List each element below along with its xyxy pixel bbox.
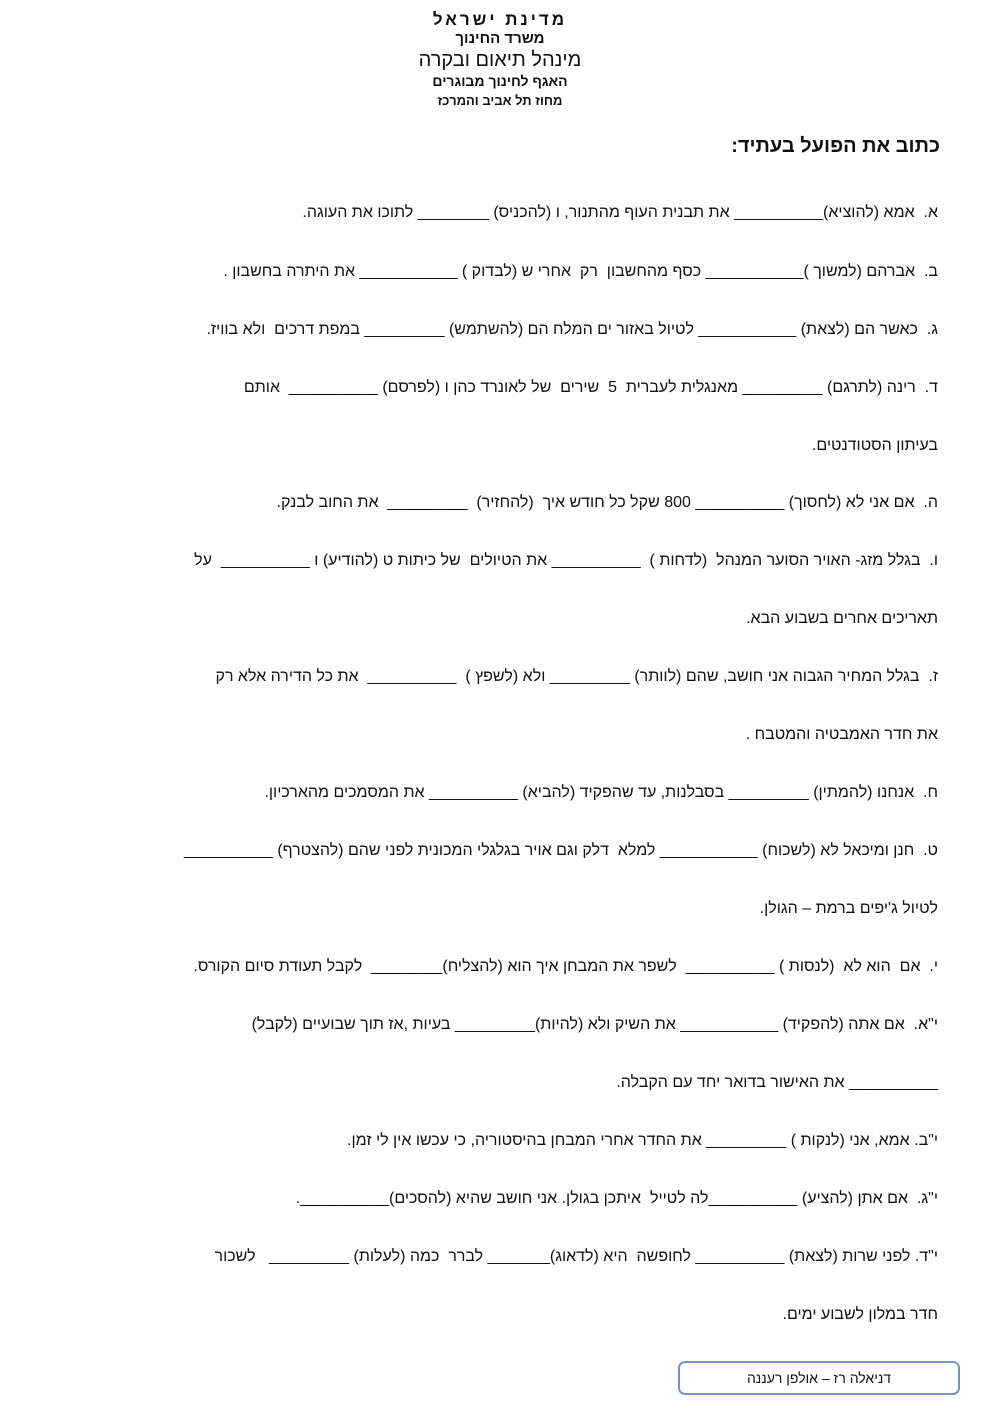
exercise-line: ז. בגלל המחיר הגבוה אני חושב, שהם (לוותר) _________ ולא (לשפץ ) __________ את כל הדירה אלא רק (215, 668, 938, 685)
exercise-line: ח. אנחנו (להמתין) _________ בסבלנות, עד שהפקיד (להביא) __________ את המסמכים מהארכיון. (264, 784, 938, 801)
exercise-line: י. אם הוא לא (לנסות ) __________ לשפר את המבחן איך הוא (להצליח)________ לקבל תעודת סיום הקורס. (193, 958, 938, 975)
header-district: מחוז תל אביב והמרכז (437, 93, 563, 108)
exercise-line: ה. אם אני לא (לחסוך) __________ 800 שקל כל חודש איך (להחזיר) _________ את החוב לבנק. (276, 494, 938, 511)
exercise-line: לטיול ג'יפים ברמת – הגולן. (759, 900, 938, 917)
header-department: האגף לחינוך מבוגרים (432, 73, 568, 89)
exercise-line: י"ד. לפני שרות (לצאת) __________ לחופשה היא (לדאוג)_______ לברר כמה (לעלות) _________ לשכור (214, 1248, 938, 1265)
exercise-line: ו. בגלל מזג- האויר הסוער המנהל (לדחות ) __________ את הטיולים של כיתות ט (להודיע) ו __________ על (194, 552, 938, 569)
header-country: מדינת ישראל (432, 10, 568, 29)
footer-credit (678, 1361, 960, 1395)
exercise-line: חדר במלון לשבוע ימים. (782, 1306, 938, 1323)
exercise-line: ב. אברהם (למשוך )___________ כסף מהחשבון רק אחרי ש (לבדוק ) ___________ את היתרה בחשבון . (223, 263, 938, 280)
exercise-line: י"ב. אמא, אני (לנקות ) _________ את החדר אחרי המבחן בהיסטוריה, כי עכשו אין לי זמן. (347, 1132, 938, 1149)
exercise-line: בעיתון הסטודנטים. (811, 437, 938, 454)
exercise-line: __________ את האישור בדואר יחד עם הקבלה. (616, 1074, 938, 1091)
exercise-line: א. אמא (להוציא)__________ את תבנית העוף מהתנור, ו (להכניס) ________ לתוכו את העוגה. (302, 204, 938, 221)
exercise-line: י"ג. אם אתן (להציע) __________לה לטייל איתכן בגולן. אני חושב שהיא (להסכים)__________. (295, 1190, 938, 1207)
footer-credit-text: דניאלה רז – אולפן רעננה (746, 1370, 892, 1386)
exercise-line: י"א. אם אתה (להפקיד) ___________ את השיק ולא (להיות)_________ בעיות ,אז תוך שבועיים (לקבל) (251, 1016, 938, 1033)
header-administration: מינהל תיאום ובקרה (418, 49, 582, 71)
exercise-line: ט. חנן ומיכאל לא (לשכוח) ___________ למלא דלק וגם אויר בגלגלי המכונית לפני שהם (להצטרף) __________ (183, 842, 938, 859)
exercise-line: את חדר האמבטיה והמטבח . (745, 726, 938, 743)
exercise-line: ד. רינה (לתרגם) _________ מאנגלית לעברית 5 שירים של לאונרד כהן ו (לפרסם) __________ אותם (243, 379, 938, 396)
header (350, 10, 650, 110)
page-title: כתוב את הפועל בעתיד: (731, 135, 940, 157)
exercise-line: תאריכים אחרים בשבוע הבא. (746, 610, 938, 627)
exercise-line: ג. כאשר הם (לצאת) ___________ לטיול באזור ים המלח הם (להשתמש) _________ במפת דרכים ולא בוויז. (206, 321, 938, 338)
header-ministry: משרד החינוך (455, 30, 545, 47)
